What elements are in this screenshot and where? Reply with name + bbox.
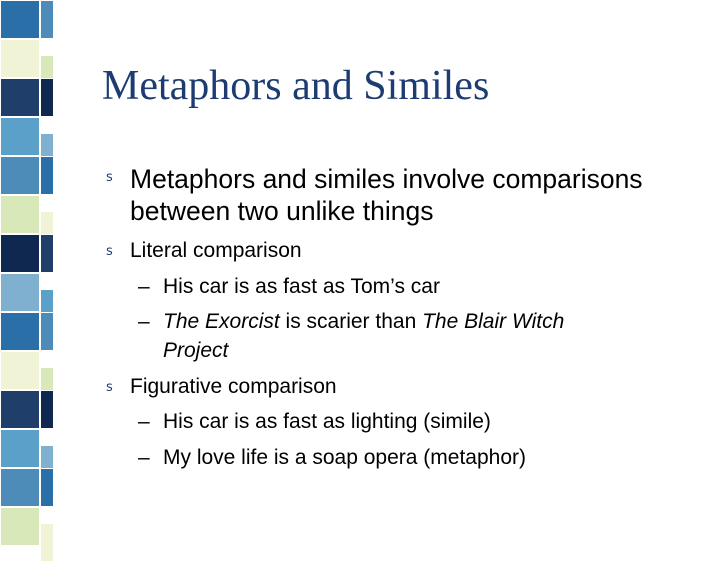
- sub-bullet-dash: –: [138, 410, 150, 433]
- strip-tile: [40, 312, 54, 351]
- sub-bullet-dash: –: [138, 446, 150, 469]
- bullet-marker: s: [106, 244, 113, 259]
- strip-tile: [40, 468, 54, 507]
- strip-tile: [0, 195, 40, 234]
- strip-tile: [0, 0, 40, 39]
- comparison-text: is scarier than: [279, 310, 423, 333]
- strip-tile: [0, 273, 40, 312]
- strip-tile: [0, 351, 40, 390]
- strip-tile: [0, 390, 40, 429]
- strip-tile: [40, 156, 54, 195]
- strip-tile: [40, 234, 54, 273]
- movie-title-continued: Project: [163, 339, 229, 362]
- sub-bullet-literal-2-continued: [163, 339, 228, 363]
- bullet-3-text: Figurative comparison: [130, 375, 337, 398]
- decorative-patchwork-strip: [0, 0, 66, 546]
- bullet-marker: s: [106, 170, 113, 185]
- strip-tile: [0, 507, 40, 546]
- sub-bullet-figurative-1: His car is as fast as lighting (simile): [163, 410, 491, 433]
- movie-title-blair-witch: The Blair Witch: [422, 310, 565, 333]
- sub-bullet-figurative-2: My love life is a soap opera (metaphor): [163, 446, 526, 469]
- strip-tile: [0, 234, 40, 273]
- strip-tile: [0, 117, 40, 156]
- strip-tile: [40, 78, 54, 117]
- sub-bullet-literal-1: His car is as fast as Tom’s car: [163, 275, 440, 298]
- sub-bullet-dash: –: [138, 275, 150, 298]
- sub-bullet-dash: –: [138, 310, 150, 333]
- bullet-2-text: Literal comparison: [130, 239, 302, 262]
- sub-bullet-literal-2: [163, 310, 564, 334]
- slide-title: Metaphors and Similes: [102, 63, 490, 109]
- strip-tile: [0, 429, 40, 468]
- strip-tile: [0, 156, 40, 195]
- strip-tile: [40, 0, 54, 39]
- bullet-1-text-continued: between two unlike things: [130, 196, 434, 226]
- strip-tile: [0, 312, 40, 351]
- strip-tile: [0, 468, 40, 507]
- strip-tile: [40, 523, 54, 562]
- strip-tile: [0, 39, 40, 78]
- strip-tile: [40, 390, 54, 429]
- bullet-marker: s: [106, 380, 113, 395]
- bullet-1-text: Metaphors and similes involve comparisons: [130, 164, 643, 194]
- movie-title-exorcist: The Exorcist: [163, 310, 280, 333]
- strip-tile: [0, 78, 40, 117]
